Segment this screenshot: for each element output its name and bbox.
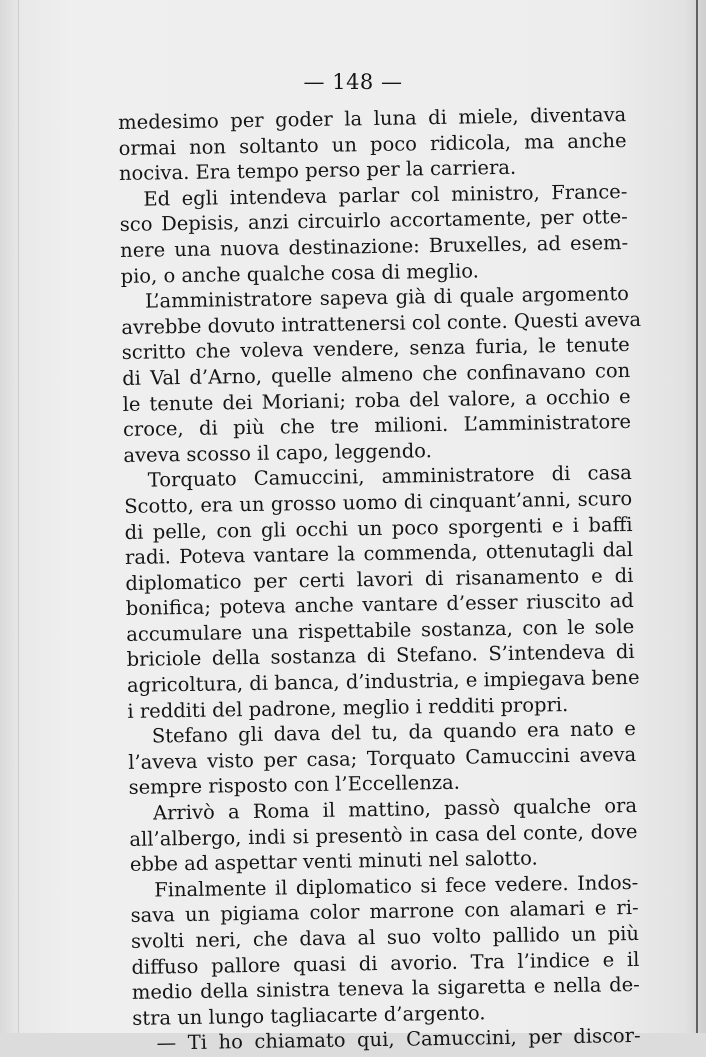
text-line: aveva scosso il capo, leggendo. [123,438,432,467]
text-line: medesimo per goder la luna di miele, diventava [118,103,627,134]
page-number: — 148 — [303,70,403,94]
text-line: pio, o anche qualche cosa di meglio. [120,258,480,288]
text-line: — Ti ho chiamato qui, Camuccini, per discor- [156,1024,641,1055]
text-line: nociva. Era tempo perso per la carriera. [118,155,517,186]
text-line: sava un pigiama color marrone con alamari e ri- [130,896,639,928]
text-line: ormai non soltanto un poco ridicola, ma anche [118,128,627,160]
text-line: diplomatico per certi lavori di risanamento e di [125,563,634,595]
text-line: medio della sinistra teneva la sigaretta e nella de- [131,973,640,1005]
text-line: L’amministratore sapeva già di quale argomento [144,282,630,313]
text-line: diffuso pallore quasi di avorio. Tra l’indice e il [131,947,640,979]
text-line: Finalmente il diplomatico si fece vedere. Indos- [154,870,639,902]
text-line: Torquato Camuccini, amministratore di casa [147,461,632,492]
text-line: croce, di più che tre milioni. L’amministratore [122,410,632,442]
body-text [118,102,641,1057]
text-line: ebbe ad aspettar venti minuti nel salotto. [129,846,538,877]
text-line: nere una nuova destinazione: Bruxelles, ad esem- [120,230,629,262]
text-line: di Val d’Arno, quelle almeno che confinavano con [122,358,631,390]
text-line: radi. Poteva vantare la commenda, ottenutagli dal [124,538,634,570]
text-line: accumulare una rispettabile sostanza, con le sole [126,614,635,646]
text-line: i redditi del padrone, meglio i redditi propri. [127,692,569,723]
text-line: all’albergo, indi si presentò in casa del conte, dove [129,819,638,851]
text-line: scritto che voleva vendere, senza furia, le tenute [121,333,630,365]
text-line: avrebbe dovuto intrattenersi col conte. Questi aveva [121,307,642,339]
text-line: di pelle, con gli occhi un poco sporgenti e i baffi [124,512,633,544]
text-line: briciole della sostanza di Stefano. S’intendeva di [126,640,635,672]
text-line: agricoltura, di banca, d’industria, e impiegava bene [126,665,640,697]
text-line: Arrivò a Roma il mattino, passò qualche ora [152,793,638,825]
text-line: svolti neri, che dava al suo volto pallido un più [130,921,640,953]
text-line: Ed egli intendeva parlar col ministro, France- [143,179,628,211]
text-line: sempre risposto con l’Eccellenza. [128,771,461,800]
page-edge-line [696,0,698,1033]
text-line: sco Depisis, anzi circuirlo accortamente, per otte- [119,205,628,237]
text-line: bonifica; poteva anche vantare d’esser riuscito ad [125,589,634,621]
text-line: stra un lungo tagliacarte d’argento. [132,1001,486,1030]
page-gutter-shadow [18,0,19,1033]
text-line: le tenute dei Moriani; roba del valore, a occhio e [122,384,631,416]
text-line: Stefano gli dava del tu, da quando era nato e [151,717,636,748]
text-line: Scotto, era un grosso uomo di cinquant’anni, scuro [124,486,633,518]
text-line: l’aveva visto per casa; Torquato Camuccini aveva [128,742,637,774]
